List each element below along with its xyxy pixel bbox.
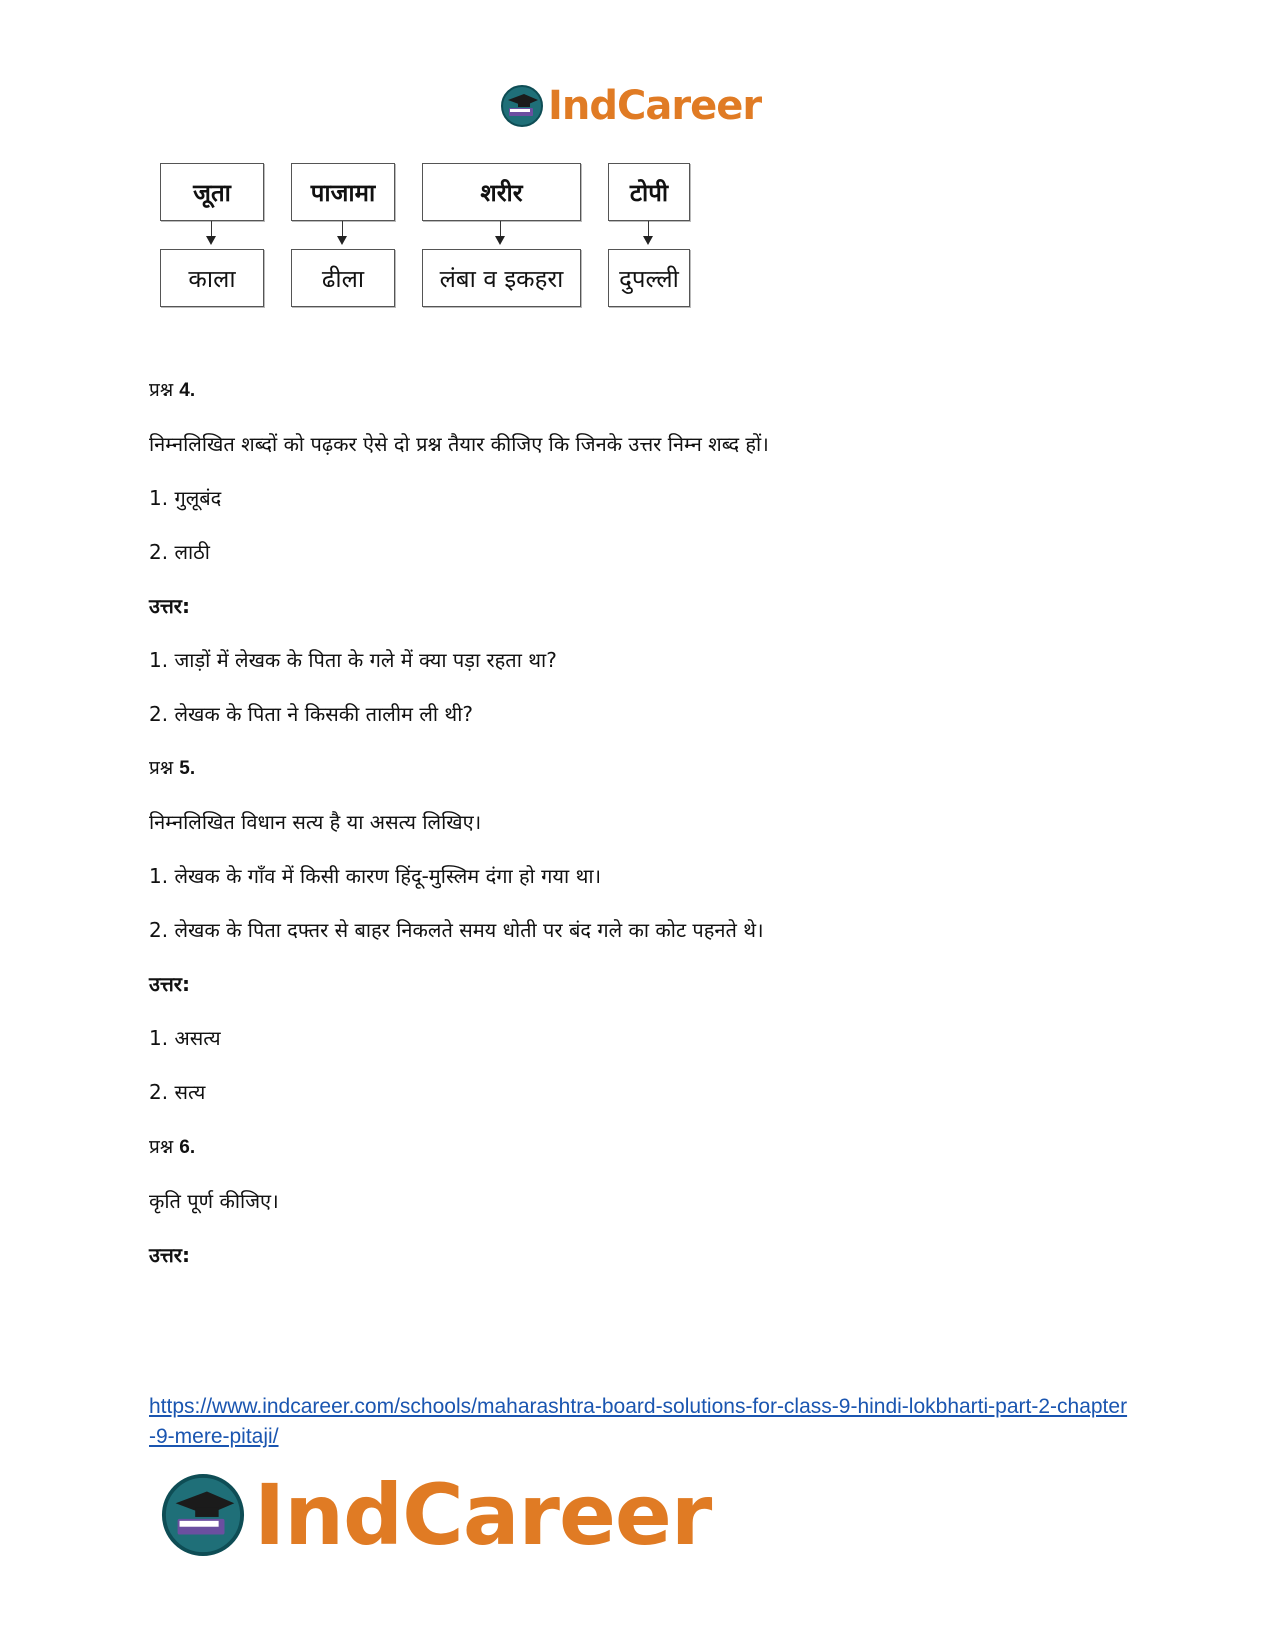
diagram-box-bottom: दुपल्ली xyxy=(608,249,690,307)
indcareer-logo-bottom xyxy=(160,1465,712,1565)
down-arrow xyxy=(211,221,212,243)
logo-wordmark: IndCareer xyxy=(254,1466,712,1564)
question-number: 4. xyxy=(179,380,196,401)
down-arrow xyxy=(648,221,649,243)
graduation-book-icon xyxy=(160,1472,246,1558)
question-label: प्रश्न xyxy=(149,379,174,401)
answer-item: 1. असत्य xyxy=(149,1026,221,1050)
indcareer-logo-top xyxy=(500,80,770,132)
list-item: 2. लेखक के पिता दफ्तर से बाहर निकलते समय धोती पर बंद गले का कोट पहनते थे। xyxy=(149,918,764,942)
question-heading xyxy=(149,754,195,783)
question-number: 5. xyxy=(179,758,196,779)
question-prompt: निम्नलिखित विधान सत्य है या असत्य लिखिए। xyxy=(149,810,482,834)
diagram-box-top: शरीर xyxy=(422,163,581,221)
down-arrow xyxy=(500,221,501,243)
list-item: 2. लाठी xyxy=(149,540,210,564)
question-prompt: कृति पूर्ण कीजिए। xyxy=(149,1189,279,1213)
answer-item: 2. सत्य xyxy=(149,1080,206,1104)
answer-item: 1. जाड़ों में लेखक के पिता के गले में क्या पड़ा रहता था? xyxy=(149,648,557,672)
question-label: प्रश्न xyxy=(149,1136,174,1158)
answer-label: उत्तर: xyxy=(149,1243,190,1267)
word-attribute-diagram xyxy=(160,163,720,313)
down-arrow xyxy=(342,221,343,243)
question-heading xyxy=(149,376,195,405)
question-number: 6. xyxy=(179,1137,196,1158)
source-url-link[interactable]: https://www.indcareer.com/schools/maharashtra-board-solutions-for-class-9-hindi-lokbharti-part-2-chapter-9-mere-pitaji/ xyxy=(149,1395,1128,1448)
question-label: प्रश्न xyxy=(149,757,174,779)
logo-wordmark: IndCareer xyxy=(548,83,762,129)
diagram-box-top: पाजामा xyxy=(291,163,395,221)
question-heading xyxy=(149,1133,195,1162)
answer-label: उत्तर: xyxy=(149,972,190,996)
answer-label: उत्तर: xyxy=(149,594,190,618)
question-prompt: निम्नलिखित शब्दों को पढ़कर ऐसे दो प्रश्न तैयार कीजिए कि जिनके उत्तर निम्न शब्द हों। xyxy=(149,432,769,456)
diagram-box-bottom: लंबा व इकहरा xyxy=(422,249,581,307)
answer-item: 2. लेखक के पिता ने किसकी तालीम ली थी? xyxy=(149,702,473,726)
graduation-book-icon xyxy=(500,84,544,128)
diagram-box-bottom: काला xyxy=(160,249,264,307)
diagram-box-top: टोपी xyxy=(608,163,690,221)
diagram-box-bottom: ढीला xyxy=(291,249,395,307)
diagram-box-top: जूता xyxy=(160,163,264,221)
list-item: 1. लेखक के गाँव में किसी कारण हिंदू-मुस्लिम दंगा हो गया था। xyxy=(149,864,602,888)
list-item: 1. गुलूबंद xyxy=(149,486,222,510)
